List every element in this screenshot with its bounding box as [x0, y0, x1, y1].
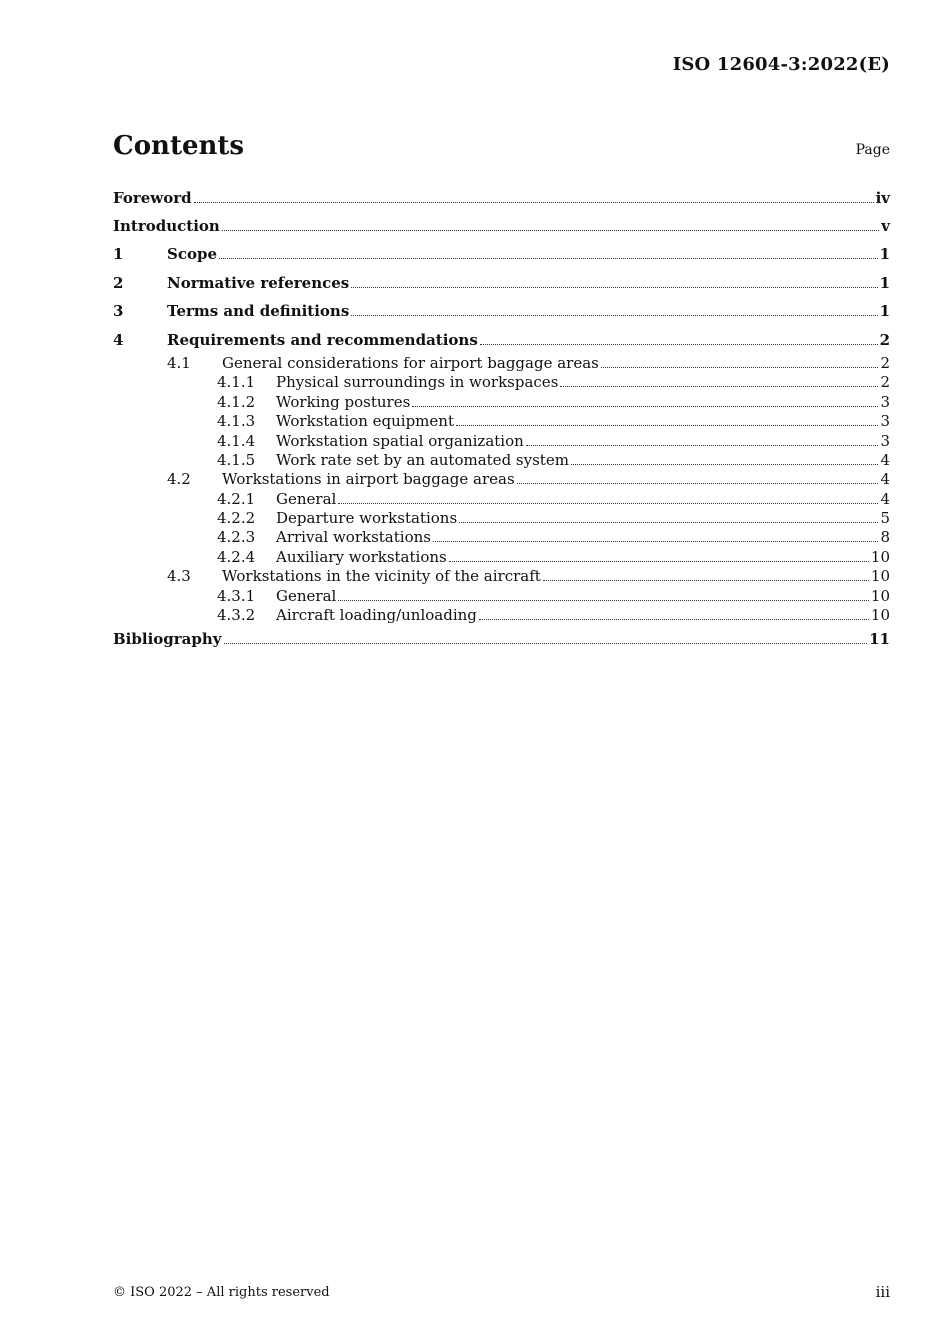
- toc-entry-label: Auxiliary workstations: [276, 547, 447, 566]
- toc-dot-leader: [560, 385, 878, 387]
- toc-entry[interactable]: [113, 240, 890, 268]
- toc-entry[interactable]: [113, 373, 890, 392]
- toc-entry-page: 10: [870, 567, 890, 586]
- toc-entry-label: Work rate set by an automated system: [276, 450, 569, 469]
- toc-entry-number: 4.1: [167, 353, 191, 372]
- toc-entry-page: 4: [880, 470, 890, 489]
- toc-entry-number: 4.1.4: [217, 431, 256, 450]
- toc-entry-page: 4: [880, 450, 890, 469]
- toc-entry-page: 5: [880, 509, 890, 528]
- toc-entry[interactable]: [113, 297, 890, 325]
- toc-entry-label: General: [276, 489, 337, 508]
- toc-dot-leader: [517, 482, 879, 484]
- toc-entry-label: Arrival workstations: [276, 528, 431, 547]
- toc-entry-label: Foreword: [113, 189, 192, 207]
- toc-entry-number: 4.1.5: [217, 450, 256, 469]
- toc-entry[interactable]: [113, 212, 890, 240]
- toc-dot-leader: [543, 579, 869, 581]
- toc-entry-label: Scope: [167, 245, 218, 264]
- toc-dot-leader: [571, 463, 879, 465]
- table-of-contents: [113, 184, 890, 654]
- toc-entry-label: Workstations in airport baggage areas: [222, 470, 515, 489]
- toc-entry-label: Terms and definitions: [167, 302, 350, 321]
- toc-entry[interactable]: [113, 548, 890, 567]
- toc-entry-page: 3: [880, 412, 890, 431]
- toc-entry[interactable]: [113, 354, 890, 373]
- toc-entry[interactable]: [113, 528, 890, 547]
- toc-entry-number: 2: [113, 273, 124, 292]
- page-column-label: Page: [855, 142, 890, 158]
- toc-dot-leader: [219, 257, 878, 259]
- toc-dot-leader: [222, 229, 879, 231]
- toc-entry[interactable]: [113, 393, 890, 412]
- toc-entry-number: 4: [113, 330, 124, 349]
- toc-entry[interactable]: [113, 184, 890, 212]
- toc-entry-page: 1: [879, 273, 890, 292]
- toc-dot-leader: [433, 540, 878, 542]
- toc-entry-page: v: [881, 217, 890, 235]
- toc-entry-number: 4.1.3: [217, 412, 256, 431]
- toc-dot-leader: [338, 502, 878, 504]
- toc-entry-page: 2: [879, 330, 890, 349]
- toc-entry-number: 4.2.4: [217, 547, 256, 566]
- toc-dot-leader: [351, 314, 877, 316]
- toc-dot-leader: [601, 366, 879, 368]
- toc-entry-page: 3: [880, 431, 890, 450]
- toc-entry-label: General: [276, 586, 337, 605]
- toc-entry-label: Workstations in the vicinity of the aircraft: [222, 567, 541, 586]
- toc-entry[interactable]: [113, 412, 890, 431]
- toc-entry-page: iv: [875, 189, 890, 207]
- toc-entry[interactable]: [113, 451, 890, 470]
- toc-entry-label: Physical surroundings in workspaces: [276, 373, 559, 392]
- toc-dot-leader: [351, 286, 877, 288]
- toc-dot-leader: [412, 405, 878, 407]
- toc-entry[interactable]: [113, 567, 890, 586]
- toc-entry-label: General considerations for airport baggage areas: [222, 353, 599, 372]
- toc-entry-page: 8: [880, 528, 890, 547]
- toc-entry-page: 3: [880, 392, 890, 411]
- toc-entry-number: 4.2: [167, 470, 191, 489]
- toc-entry-number: 4.1.1: [217, 373, 256, 392]
- toc-entry-number: 3: [113, 302, 124, 321]
- toc-entry-page: 2: [880, 353, 890, 372]
- toc-entry-number: 4.3.1: [217, 586, 256, 605]
- toc-dot-leader: [224, 642, 868, 644]
- contents-title: Contents: [113, 131, 245, 161]
- toc-entry-number: 4.3: [167, 567, 191, 586]
- toc-entry-number: 4.2.2: [217, 509, 256, 528]
- toc-entry-page: 10: [870, 586, 890, 605]
- toc-dot-leader: [194, 201, 874, 203]
- toc-entry-label: Normative references: [167, 273, 350, 292]
- toc-entry[interactable]: [113, 470, 890, 489]
- toc-entry[interactable]: [113, 326, 890, 354]
- toc-entry-page: 1: [879, 245, 890, 264]
- toc-dot-leader: [526, 444, 879, 446]
- toc-entry-number: 4.3.2: [217, 606, 256, 625]
- toc-entry-number: 4.2.3: [217, 528, 256, 547]
- toc-entry-page: 2: [880, 373, 890, 392]
- toc-entry-page: 11: [869, 630, 890, 649]
- toc-entry-page: 4: [880, 489, 890, 508]
- toc-entry-label: Workstation equipment: [276, 412, 454, 431]
- toc-entry-label: Departure workstations: [276, 509, 458, 528]
- toc-entry-label: Working postures: [276, 392, 411, 411]
- toc-entry-label: Workstation spatial organization: [276, 431, 524, 450]
- toc-entry[interactable]: [113, 432, 890, 451]
- toc-entry-label: Introduction: [113, 217, 220, 235]
- toc-entry[interactable]: [113, 625, 890, 653]
- toc-entry-page: 10: [870, 606, 890, 625]
- toc-dot-leader: [480, 343, 878, 345]
- toc-entry[interactable]: [113, 587, 890, 606]
- toc-entry-number: 4.1.2: [217, 392, 256, 411]
- toc-entry-label: Bibliography: [113, 630, 222, 649]
- toc-entry-page: 10: [870, 547, 890, 566]
- toc-dot-leader: [456, 424, 878, 426]
- toc-entry-page: 1: [879, 302, 890, 321]
- document-id: ISO 12604-3:2022(E): [672, 54, 890, 75]
- toc-dot-leader: [459, 521, 878, 523]
- toc-dot-leader: [338, 599, 869, 601]
- toc-entry[interactable]: [113, 606, 890, 625]
- toc-entry-number: 4.2.1: [217, 489, 256, 508]
- toc-dot-leader: [449, 560, 869, 562]
- toc-entry[interactable]: [113, 269, 890, 297]
- toc-entry-number: 1: [113, 245, 124, 264]
- toc-dot-leader: [479, 618, 869, 620]
- toc-entry-label: Requirements and recommendations: [167, 330, 478, 349]
- toc-entry[interactable]: [113, 509, 890, 528]
- footer-copyright: © ISO 2022 – All rights reserved: [113, 1285, 330, 1300]
- footer-page-number: iii: [875, 1283, 890, 1301]
- toc-entry-label: Aircraft loading/unloading: [276, 606, 477, 625]
- toc-entry[interactable]: [113, 490, 890, 509]
